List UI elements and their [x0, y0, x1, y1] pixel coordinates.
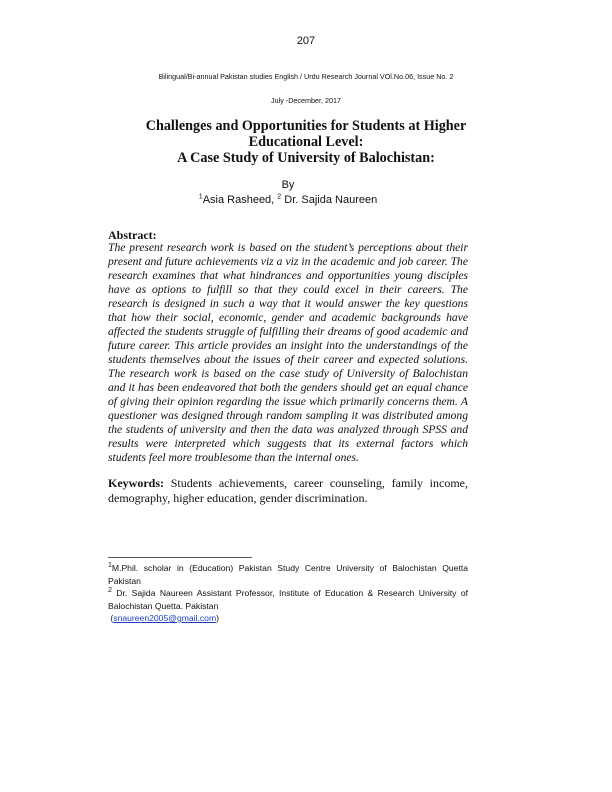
by-label: By: [281, 179, 295, 191]
footnote-2-marker: 2: [108, 587, 112, 595]
email-open-paren: (: [110, 613, 114, 623]
footnote-divider: [108, 557, 252, 558]
title-line-3: A Case Study of University of Balochistan:: [177, 150, 435, 166]
footnote-1-text: M.Phil. scholar in (Education) Pakistan Study Centre University of Balochistan Quetta Pakistan: [108, 563, 468, 586]
authors: [0, 194, 576, 206]
footnotes: [108, 562, 468, 625]
footnote-1-marker: 1: [108, 562, 112, 570]
keywords: [108, 476, 468, 505]
email-link[interactable]: snaureen2005@gmail.com: [113, 613, 217, 623]
journal-date: July -December, 2017: [271, 96, 341, 105]
footnote-email: [108, 612, 468, 625]
abstract-heading: Abstract:: [108, 228, 157, 242]
abstract-text: The present research work is based on the student’s perceptions about their present and future achievements viz a viz in the academic and job career. The research examines that what hindrances and opportunities young disciples have as options to fulfill so that they could excel in their careers. The research is designed in such a way that it would answer the key questions that how their social, economic, gender and academic backgrounds have affected the students struggle of fulfilling their dreams of good academic and future career. This article provides an insight into the understandings of the students themselves about the issues of their career and expected solutions. The research work is based on the case study of University of Balochistan and it has been endeavored that both the genders should get an equal chance of giving their opinion regarding the issue which primarily concerns them. A questioner was designed through random sampling it was distributed among the students of university and then the data was analyzed through SPSS and results were interpreted which suggests that its external factors which students feel more troublesome than the internal ones.: [108, 241, 468, 464]
email-close-paren: ): [216, 613, 219, 623]
page-number: 207: [296, 35, 316, 47]
author2-name: Dr. Sajida Naureen: [284, 194, 378, 206]
journal-header: Bilingual/Bi-annual Pakistan studies English / Urdu Research Journal VOl.No.06, Issue No. 2: [158, 72, 454, 81]
footnote-1: [108, 562, 468, 587]
footnote-2: [108, 587, 468, 612]
author2-superscript: 2: [277, 193, 282, 201]
footnote-2-text: Dr. Sajida Naureen Assistant Professor, Institute of Education & Research University of Balochistan Quetta. Pakistan: [108, 588, 468, 611]
title-line-1: Challenges and Opportunities for Students at Higher: [145, 118, 467, 134]
author1-name: Asia Rasheed,: [202, 194, 275, 206]
keywords-text: Students achievements, career counseling, family income, demography, higher education, gender discrimination.: [108, 476, 469, 505]
keywords-label: Keywords:: [108, 476, 164, 490]
author1-superscript: 1: [198, 193, 203, 201]
article-title: [100, 118, 512, 166]
title-line-2: Educational Level:: [248, 134, 364, 150]
